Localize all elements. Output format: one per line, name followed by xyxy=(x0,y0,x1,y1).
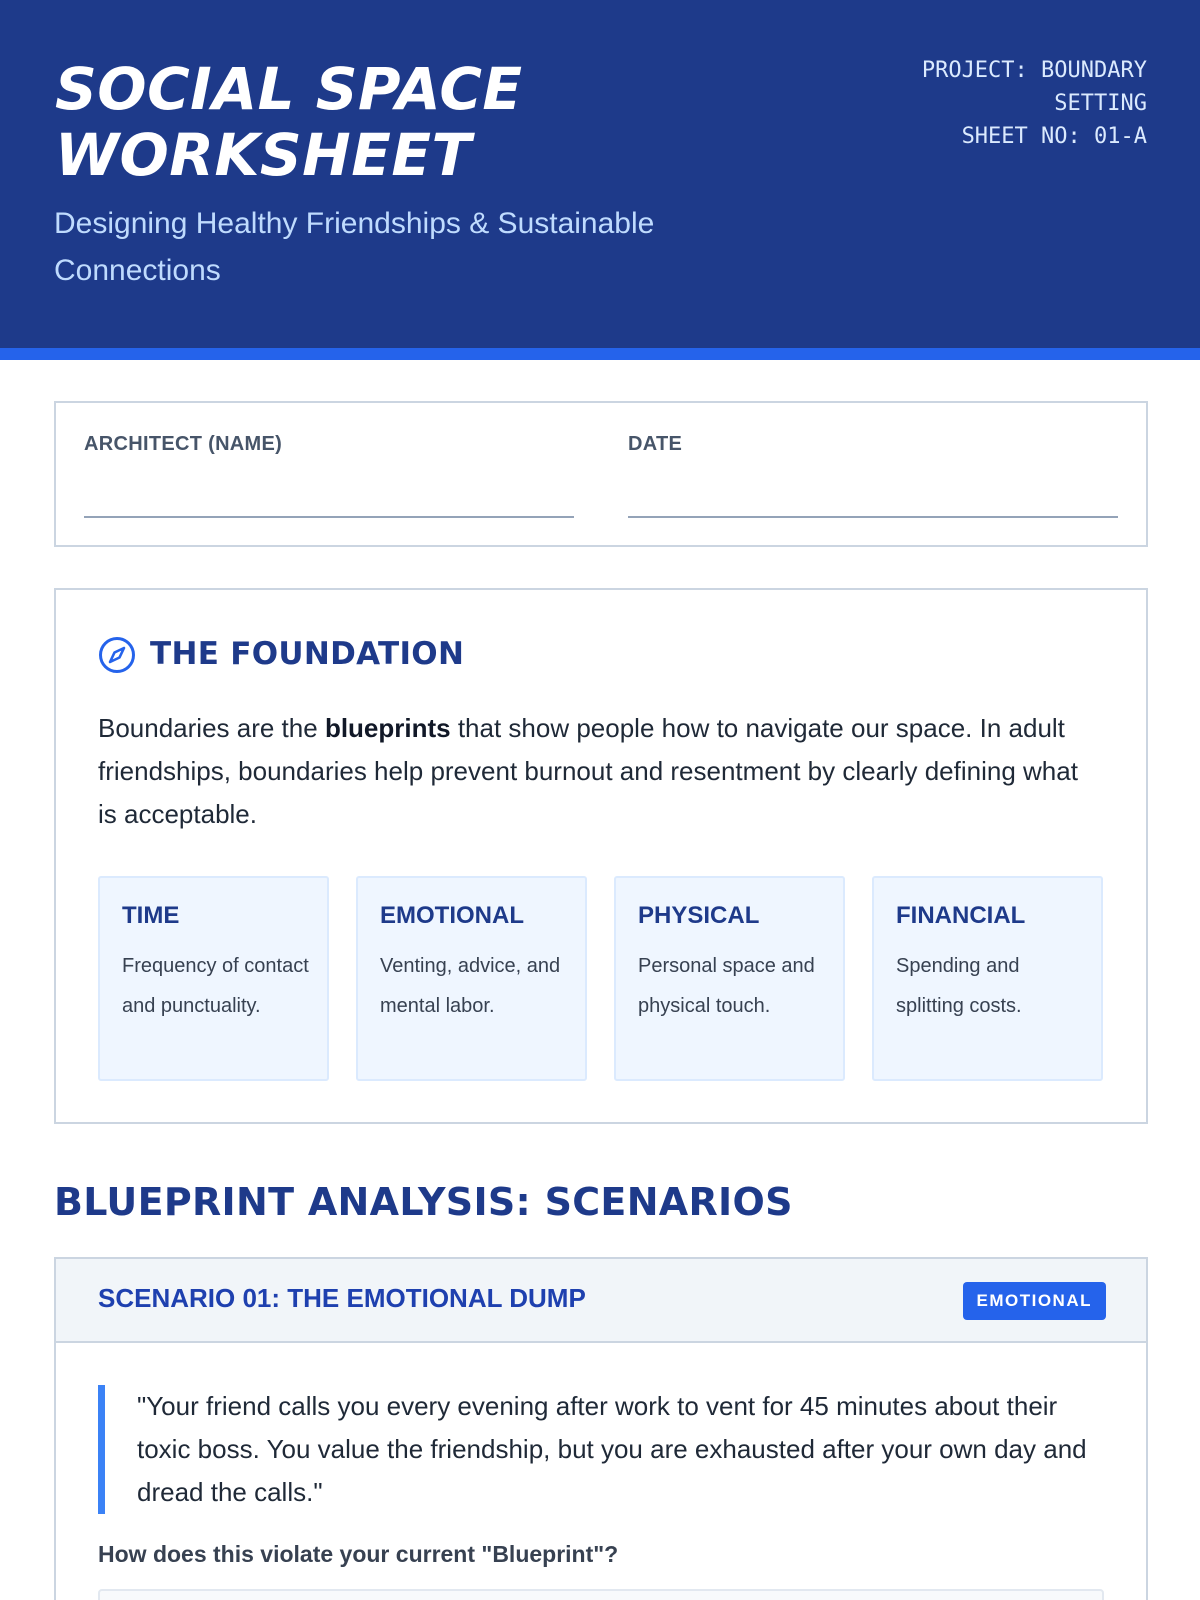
name-field[interactable] xyxy=(84,516,574,518)
title-line-1: SOCIAL SPACE xyxy=(55,55,523,123)
header-banner xyxy=(0,0,1200,348)
card-title: FINANCIAL xyxy=(896,902,1026,929)
card-description: Frequency of contact and punctuality. xyxy=(122,955,309,1017)
foundation-body xyxy=(98,707,1098,836)
scenario-quote: "Your friend calls you every evening after work to vent for 45 minutes about their toxic boss. You value the friendship, but you are exhausted after your own day and dread the calls." xyxy=(98,1385,1098,1514)
foundation-body-suffix: that show people how to navigate our space. In adult friendships, boundaries help prevent burnout and resentment by clearly defining what is acceptable. xyxy=(98,713,1078,829)
project-label: PROJECT: BOUNDARY SETTING xyxy=(921,58,1147,116)
foundation-body-prefix: Boundaries are the xyxy=(98,713,325,743)
card-description: Personal space and physical touch. xyxy=(638,955,815,1017)
boundary-card-emotional xyxy=(356,876,587,1081)
title-line-2: WORKSHEET xyxy=(55,121,472,189)
card-description: Venting, advice, and mental labor. xyxy=(380,955,561,1017)
name-date-box xyxy=(54,401,1148,547)
header-accent-stripe xyxy=(0,348,1200,360)
category-badge: EMOTIONAL xyxy=(963,1282,1107,1320)
date-label: DATE xyxy=(628,433,683,455)
foundation-section xyxy=(54,588,1148,1124)
scenario-title: SCENARIO 01: THE EMOTIONAL DUMP xyxy=(98,1283,586,1313)
foundation-body-bold: blueprints xyxy=(324,713,451,743)
boundary-card-time xyxy=(98,876,329,1081)
date-field[interactable] xyxy=(628,516,1118,518)
boundary-card-financial xyxy=(872,876,1103,1081)
sheet-number: SHEET NO: 01-A xyxy=(961,124,1147,149)
scenario-question: How does this violate your current "Blueprint"? xyxy=(98,1541,619,1567)
scenario-header xyxy=(56,1259,1146,1343)
worksheet-subtitle: Designing Healthy Friendships & Sustainable Connections xyxy=(54,207,655,287)
boundary-card-physical xyxy=(614,876,845,1081)
project-meta xyxy=(847,54,1147,153)
name-label: ARCHITECT (NAME) xyxy=(84,433,283,455)
card-title: TIME xyxy=(122,902,180,929)
card-description: Spending and splitting costs. xyxy=(896,955,1022,1017)
scenario-card xyxy=(54,1257,1148,1600)
foundation-title: THE FOUNDATION xyxy=(150,636,465,672)
scenarios-section-title: BLUEPRINT ANALYSIS: SCENARIOS xyxy=(54,1180,793,1224)
card-title: PHYSICAL xyxy=(638,902,760,929)
answer-field[interactable] xyxy=(98,1589,1104,1600)
card-title: EMOTIONAL xyxy=(380,902,524,929)
worksheet-title xyxy=(55,56,615,188)
compass-icon xyxy=(98,636,136,674)
